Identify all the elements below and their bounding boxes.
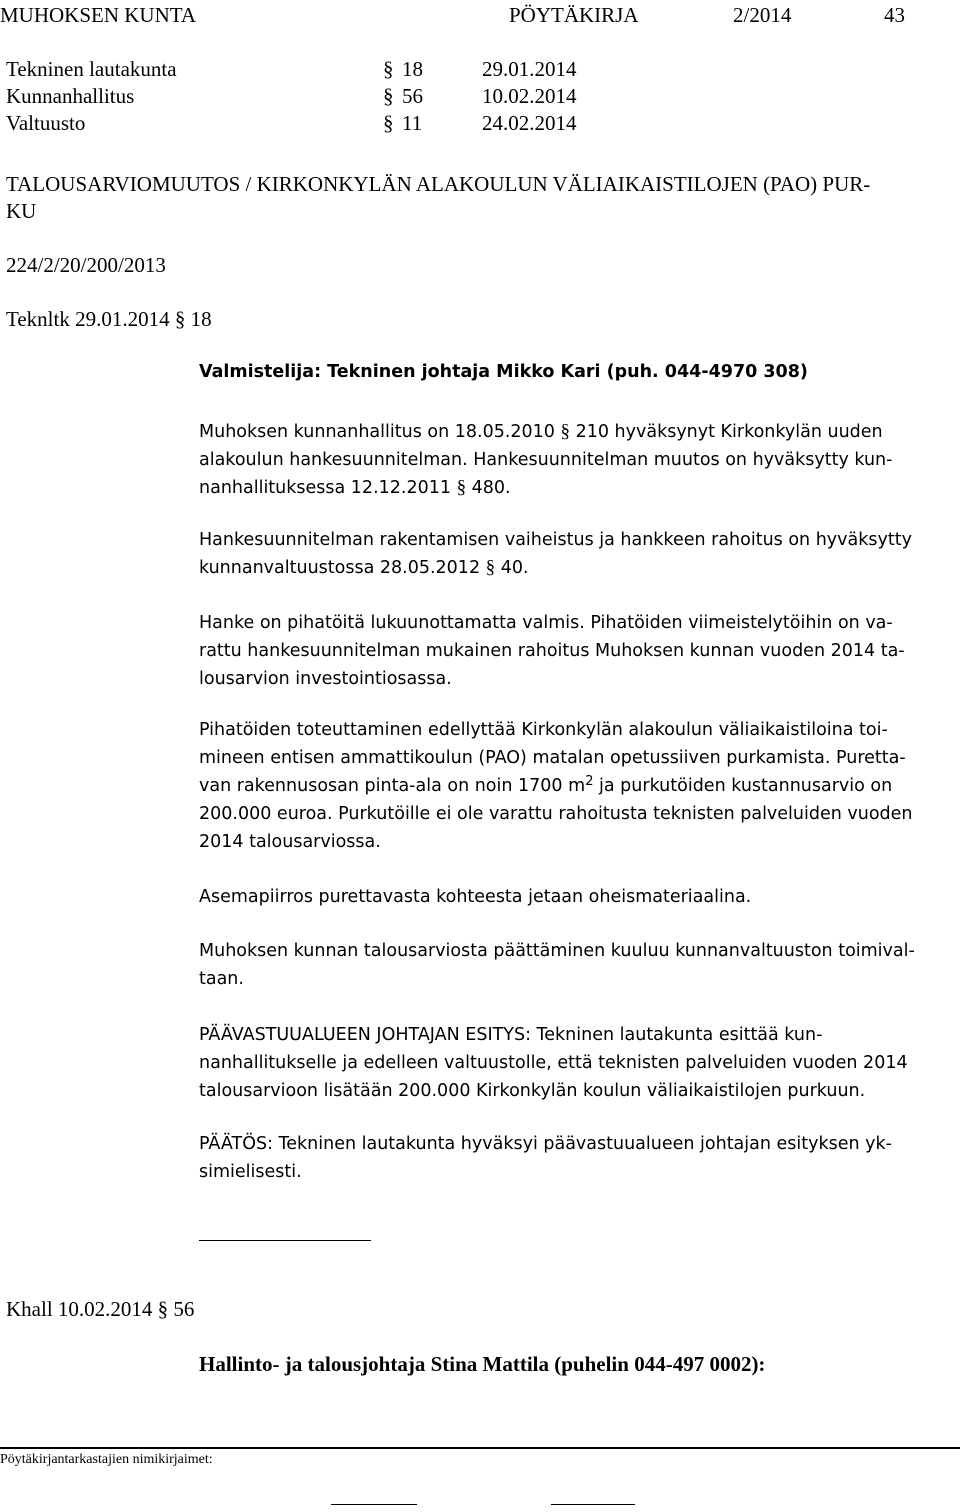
preparer-line: Valmistelija: Tekninen johtaja Mikko Kari (puh. 044-4970 308) bbox=[199, 362, 808, 382]
municipality-name: MUHOKSEN KUNTA bbox=[0, 3, 197, 27]
paragraph-line: PÄÄVASTUUALUEEN JOHTAJAN ESITYS: Tekninen lautakunta esittää kun- bbox=[199, 1025, 823, 1045]
paragraph-line: mineen entisen ammattikoulun (PAO) matalan opetussiiven purkamista. Puretta- bbox=[199, 748, 906, 768]
document-number: 2/2014 bbox=[733, 3, 792, 27]
meeting-number: 56 bbox=[402, 84, 423, 108]
paragraph-line: Pihatöiden toteuttaminen edellyttää Kirkonkylän alakoulun väliaikaistiloina toi- bbox=[199, 720, 888, 740]
tekn-reference bbox=[6, 307, 212, 332]
paragraph-3 bbox=[199, 609, 951, 693]
paragraph-2 bbox=[199, 526, 951, 582]
paragraph-6 bbox=[199, 937, 951, 993]
khall-reference bbox=[6, 1297, 194, 1322]
paragraph-line: Asemapiirros purettavasta kohteesta jetaan oheismateriaalina. bbox=[199, 887, 752, 907]
paragraph-line: 2014 talousarviossa. bbox=[199, 832, 381, 852]
tekn-reference-number: 18 bbox=[190, 307, 212, 331]
paragraph-4 bbox=[199, 716, 951, 856]
proposal-paragraph bbox=[199, 1021, 951, 1105]
reference-number: 224/2/20/200/2013 bbox=[6, 253, 166, 277]
paragraph-line: PÄÄTÖS: Tekninen lautakunta hyväksyi päävastuualueen johtajan esityksen yk- bbox=[199, 1134, 892, 1154]
khall-reference-number: 56 bbox=[173, 1297, 195, 1321]
meeting-body: Valtuusto bbox=[6, 111, 86, 135]
paragraph-line: rattu hankesuunnitelman mukainen rahoitus Muhoksen kunnan vuoden 2014 ta- bbox=[199, 641, 905, 661]
paragraph-line: van rakennusosan pinta-ala on noin 1700 $m^2$ ja purkutöiden kustannusarvio on bbox=[199, 774, 893, 796]
section-sign: § bbox=[157, 1297, 169, 1321]
meeting-date: 24.02.2014 bbox=[482, 111, 577, 135]
paragraph-line: taan. bbox=[199, 969, 244, 989]
section-sign: § bbox=[383, 57, 394, 81]
khall-preparer-line: Hallinto- ja talousjohtaja Stina Mattila (puhelin 044-497 0002): bbox=[199, 1352, 766, 1376]
meeting-body: Kunnanhallitus bbox=[6, 84, 135, 108]
paragraph-line: talousarvioon lisätään 200.000 Kirkonkylän koulun väliaikaistilojen purkuun. bbox=[199, 1081, 866, 1101]
section-sign: § bbox=[383, 111, 394, 135]
page-number: 43 bbox=[884, 3, 905, 27]
paragraph-1 bbox=[199, 418, 951, 502]
paragraph-line: nanhallituksessa 12.12.2011 § 480. bbox=[199, 477, 511, 498]
khall-reference-text: Khall 10.02.2014 bbox=[6, 1297, 153, 1321]
document-title-line-1: TALOUSARVIOMUUTOS / KIRKONKYLÄN ALAKOULUN VÄLIAIKAISTILOJEN (PAO) PUR- bbox=[6, 172, 871, 196]
meeting-body: Tekninen lautakunta bbox=[6, 57, 177, 81]
paragraph-line: 200.000 euroa. Purkutöille ei ole varattu rahoitusta teknisten palveluiden vuoden bbox=[199, 804, 913, 824]
decision-paragraph bbox=[199, 1130, 951, 1186]
tekn-reference-text: Teknltk 29.01.2014 bbox=[6, 307, 170, 331]
footer-label: Pöytäkirjantarkastajien nimikirjaimet: bbox=[0, 1452, 213, 1467]
meeting-number: 11 bbox=[402, 111, 423, 135]
footer-rule bbox=[0, 1447, 960, 1449]
paragraph-line: Hanke on pihatöitä lukuunottamatta valmis. Pihatöiden viimeistelytöihin on va- bbox=[199, 613, 893, 633]
section-sign: § bbox=[383, 84, 394, 108]
paragraph-line: Muhoksen kunnanhallitus on 18.05.2010 § 210 hyväksynyt Kirkonkylän uuden bbox=[199, 421, 883, 442]
document-title-line-2: KU bbox=[6, 199, 37, 223]
paragraph-line: lousarvion investointiosassa. bbox=[199, 669, 452, 689]
section-sign: § bbox=[174, 307, 186, 331]
paragraph-line: kunnanvaltuustossa 28.05.2012 § 40. bbox=[199, 557, 529, 578]
paragraph-line: alakoulun hankesuunnitelman. Hankesuunnitelman muutos on hyväksytty kun- bbox=[199, 450, 893, 470]
initials-line bbox=[551, 1504, 635, 1505]
paragraph-line: Muhoksen kunnan talousarviosta päättäminen kuuluu kunnanvaltuuston toimival- bbox=[199, 941, 915, 961]
meeting-date: 10.02.2014 bbox=[482, 84, 577, 108]
paragraph-line: nanhallitukselle ja edelleen valtuustolle, että teknisten palveluiden vuoden 2014 bbox=[199, 1053, 908, 1073]
meeting-date: 29.01.2014 bbox=[482, 57, 577, 81]
document-type: PÖYTÄKIRJA bbox=[509, 3, 639, 27]
initials-line bbox=[331, 1504, 417, 1505]
meeting-number: 18 bbox=[402, 57, 423, 81]
section-divider bbox=[199, 1240, 371, 1241]
paragraph-line: Hankesuunnitelman rakentamisen vaiheistus ja hankkeen rahoitus on hyväksytty bbox=[199, 530, 912, 550]
paragraph-line: simielisesti. bbox=[199, 1162, 302, 1182]
paragraph-5 bbox=[199, 883, 951, 911]
